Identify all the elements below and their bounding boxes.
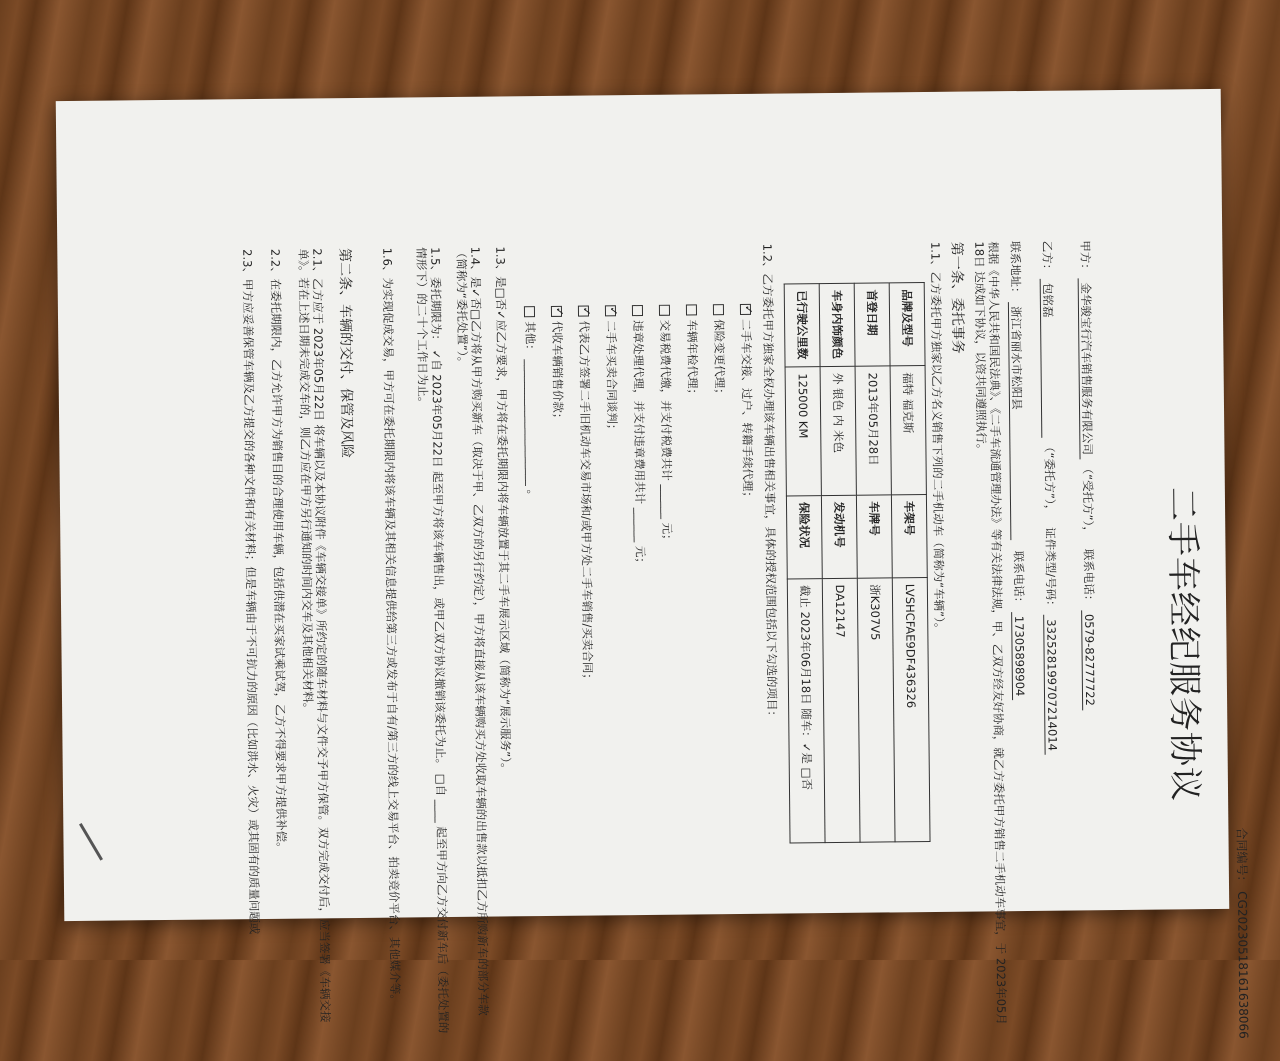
checkbox-icon[interactable]: [551, 306, 562, 317]
party-b-line: 乙方： 包铭磊 （“委托方”）， 证件类型/号码： 332528199707214014: [1040, 241, 1063, 1051]
clause-1-2: 1.2、乙方委托甲方独家全权办理该车辆出售相关事宜，具体的授权范围包括以下勾选的项目：: [760, 243, 780, 723]
party-a-name: 金华骏宝行汽车销售服务有限公司: [1078, 278, 1095, 459]
address-value: 浙江省丽水市松阳县: [1008, 302, 1025, 540]
option-label: 车辆年检代理；: [685, 319, 700, 401]
vin-value: LVSHCFAE9DF436326: [892, 577, 930, 842]
party-a-line: 甲方： 金华骏宝行汽车销售服务有限公司 （“受托方”）， 联系电话： 0579-82777722: [1078, 240, 1101, 1050]
option-label: 二手车买卖合同谈判；: [604, 320, 620, 436]
option-label: 代表乙方签署二手旧机动车交易市场和/或甲方处二手车销售/买卖合同；: [577, 320, 595, 685]
authorization-option: [712, 304, 727, 400]
checkbox-icon[interactable]: [740, 304, 751, 315]
document-title: 二手车经纪服务协议: [1161, 486, 1206, 803]
address-line: 联系地址： 浙江省丽水市松阳县 联系电话： 17305898904: [1008, 241, 1031, 1051]
vin-header: 车架号: [891, 494, 927, 577]
party-b-name: 包铭磊: [1040, 279, 1057, 438]
party-a-phone: 0579-82777722: [1081, 610, 1097, 710]
vehicle-table: [784, 282, 931, 843]
checkbox-icon[interactable]: [605, 305, 616, 316]
party-b-id: 332528199707214014: [1043, 615, 1059, 755]
engine-header: 发动机号: [821, 495, 857, 578]
authorization-option: [739, 304, 755, 503]
contract-page: [77, 239, 1250, 1061]
party-b-phone: 17305898904: [1011, 612, 1027, 701]
mileage-value: 125000 KM: [785, 367, 821, 496]
authorization-option: [523, 306, 539, 501]
checkbox-icon[interactable]: [632, 305, 643, 316]
authorization-option: [604, 305, 620, 435]
section-2-heading: 第二条、车辆的交付、保管及风险: [336, 248, 355, 459]
insurance-value: 截止 2023年06月18日 随车：✓是 □否: [787, 578, 825, 843]
checkbox-icon[interactable]: [524, 306, 535, 317]
clause-2-1: 2.1、乙方应于 2023年05月22日 将车辆以及本协议附件《车辆交接单》所约定的随车材料与文件交予甲方保管。双方完成交付后，应当签署《车辆交接单》。若在上述日期未完成交车的，则乙方应在甲方另行通知的时间内交车及其他相关材料。: [295, 248, 333, 1023]
authorization-option: [631, 305, 648, 569]
option-label: 交易税费代缴，并支付税费共计 ______ 元；: [658, 319, 675, 546]
option-label: 保险变更代理；: [712, 319, 727, 400]
clause-1-4: 1.4、是✓否□乙方将从甲方购买新车（取决于甲、乙双方的另行约定），甲方将直接从该车辆购买方处收取车辆的出售款以抵扣乙方所购新车的部分车款（简称为“委托处置”）。: [453, 246, 491, 1016]
plate-header: 车牌号: [856, 495, 892, 578]
insurance-header: 保险状况: [786, 495, 822, 578]
section-1-heading: 第一条、委托事务: [948, 241, 966, 354]
option-label: 二手车交接、过户、转籍手续代理；: [739, 318, 755, 503]
reg-date-header: 首登日期: [854, 283, 890, 366]
checkbox-icon[interactable]: [686, 304, 697, 315]
plate-value: 浙K307V5: [857, 577, 895, 842]
preamble: 根据《中华人民共和国民法典》、《二手车流通管理办法》等有关法律法规，甲、乙双方经友好协商，就乙方委托甲方销售二手机动车事宜，于 2023年05月18日 达成如下协议，以资共同遵照执行。: [971, 241, 1009, 1025]
option-label: 代收车辆销售价款；: [550, 320, 566, 425]
color-header: 车身内饰颜色: [819, 283, 855, 366]
authorization-option: [685, 304, 700, 400]
brand-header: 品牌及型号: [889, 283, 925, 366]
checkbox-icon[interactable]: [659, 305, 670, 316]
engine-value: DA12147: [822, 578, 860, 843]
clause-1-3: 1.3、是□否✓应乙方要求，甲方将在委托期限内将车辆放置于其二手车展示区域（简称为“展示服务”）。: [493, 246, 513, 775]
clause-2-3: 2.3、甲方应妥善保管车辆及乙方提交的各种文件和有关材料；但是车辆由于不可抗力的原因（比如洪水、火灾）或其固有的质量问题或: [240, 249, 262, 935]
reg-date-value: 2013年05月28日: [855, 366, 891, 495]
brand-value: 福特 福克斯: [890, 366, 926, 495]
authorization-option: [577, 306, 595, 685]
checkbox-icon[interactable]: [713, 304, 724, 315]
authorization-option: [550, 306, 566, 425]
clause-2-2: 2.2、在委托期限内，乙方允许甲方为销售目的合理使用车辆，包括供潜在买家试乘试驾，乙方不得要求甲方提供补偿。: [268, 248, 289, 854]
document-sheet: [56, 89, 1251, 1039]
mileage-header: 已行驶公里数: [784, 284, 820, 367]
option-label: 其他： ______________________ 。: [523, 321, 539, 502]
option-label: 违章处理代理，并支付违章费用共计 ______ 元；: [631, 319, 648, 569]
contract-number: 合同编号： CG20230518161638066: [1234, 827, 1251, 1039]
checkbox-icon[interactable]: [578, 306, 589, 317]
clause-1-1: 1.1、乙方委托甲方独家以乙方名义销售下列的二手机动车（简称为“车辆”）。: [928, 241, 947, 635]
clause-1-6: 1.6、为实现促成交易，甲方可在委托期限内将该车辆及其相关信息提供给第三方或发布于自有/第三方的线上交易平台、拍卖竞价平台、其他媒介等。: [380, 247, 403, 1006]
clause-1-5: 1.5、委托期限为： ✓自 2023年05月22日 起至甲方将该车辆售出，或甲乙双方协议撤销该委托为止。 □自 ____ 起至甲方向乙方交付新车后（委托处置的情形下）的二十个工作日为止。: [413, 247, 451, 1034]
color-value: 外 银色 内 米色: [820, 366, 856, 495]
authorization-option: [658, 305, 675, 546]
